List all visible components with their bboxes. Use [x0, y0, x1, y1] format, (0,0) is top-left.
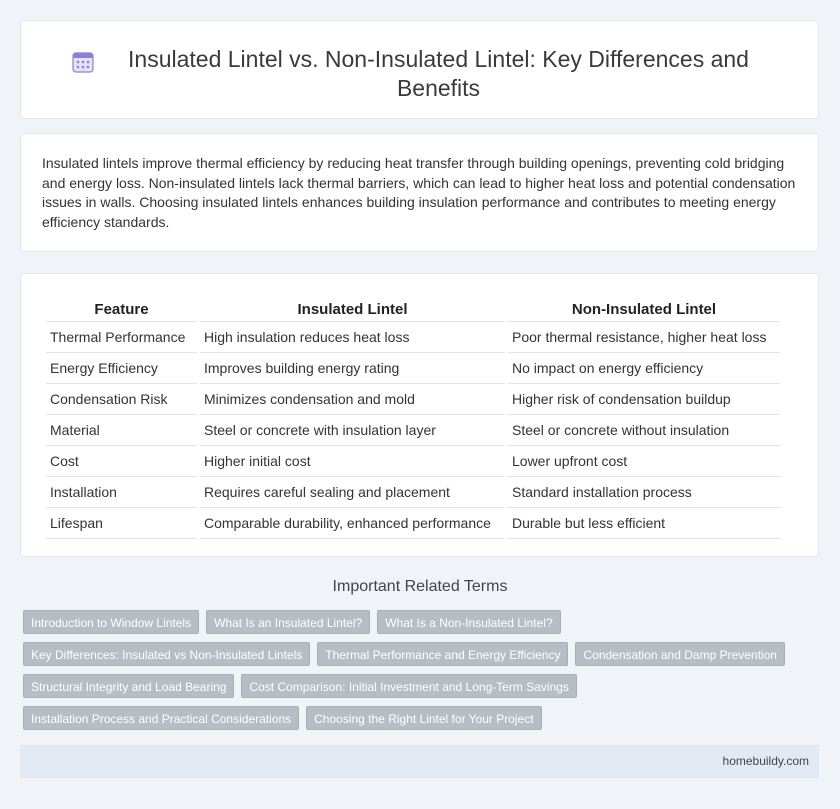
footer-site-link[interactable]: homebuildy.com [722, 754, 809, 768]
table-cell: Improves building energy rating [200, 353, 505, 384]
tag-row [23, 674, 813, 698]
table-cell: Condensation Risk [46, 384, 197, 415]
tag-row [23, 642, 813, 666]
table-row [46, 446, 780, 477]
table-cell: Energy Efficiency [46, 353, 197, 384]
table-cell: Lower upfront cost [508, 446, 780, 477]
table-row [46, 322, 780, 353]
header-insulated: Insulated Lintel [200, 296, 505, 322]
related-term-tag[interactable]: Structural Integrity and Load Bearing [23, 674, 234, 698]
table-row [46, 384, 780, 415]
table-cell: Steel or concrete with insulation layer [200, 415, 505, 446]
table-cell: Thermal Performance [46, 322, 197, 353]
intro-paragraph: Insulated lintels improve thermal efficiency by reducing heat transfer through building openings, preventing cold bridging and energy loss. Non-insulated lintels lack thermal barriers, which can lead to higher heat loss and potential condensation issues in walls. Choosing insulated lintels enhances building insulation performance and contributes to meeting energy efficiency standards. [42, 155, 796, 230]
table-cell: Higher initial cost [200, 446, 505, 477]
related-term-tag[interactable]: Installation Process and Practical Considerations [23, 706, 299, 730]
related-term-tag[interactable]: What Is a Non-Insulated Lintel? [377, 610, 560, 634]
related-term-tag[interactable]: Thermal Performance and Energy Efficiency [317, 642, 568, 666]
related-term-tag[interactable]: Introduction to Window Lintels [23, 610, 199, 634]
related-term-tag[interactable]: What Is an Insulated Lintel? [206, 610, 370, 634]
related-term-tag[interactable]: Condensation and Damp Prevention [575, 642, 784, 666]
header-feature: Feature [46, 296, 197, 322]
related-term-tag[interactable]: Cost Comparison: Initial Investment and Long-Term Savings [241, 674, 576, 698]
related-terms [23, 610, 813, 738]
table-cell: Standard installation process [508, 477, 780, 508]
table-cell: Steel or concrete without insulation [508, 415, 780, 446]
page-title: Insulated Lintel vs. Non-Insulated Lintel: Key Differences and Benefits [128, 46, 749, 101]
table-cell: Installation [46, 477, 197, 508]
table-cell: No impact on energy efficiency [508, 353, 780, 384]
table-row [46, 415, 780, 446]
table-row [46, 353, 780, 384]
related-terms-title: Important Related Terms [332, 578, 508, 595]
table-cell: Higher risk of condensation buildup [508, 384, 780, 415]
header-non-insulated: Non-Insulated Lintel [508, 296, 780, 322]
table-cell: Cost [46, 446, 197, 477]
table-cell: High insulation reduces heat loss [200, 322, 505, 353]
related-term-tag[interactable]: Key Differences: Insulated vs Non-Insulated Lintels [23, 642, 310, 666]
table-header-row [46, 296, 780, 322]
table-cell: Requires careful sealing and placement [200, 477, 505, 508]
comparison-card [20, 273, 819, 557]
footer [20, 745, 819, 778]
comparison-table [43, 296, 783, 539]
related-term-tag[interactable]: Choosing the Right Lintel for Your Project [306, 706, 541, 730]
tag-row [23, 610, 813, 634]
table-cell: Material [46, 415, 197, 446]
intro-card [20, 133, 819, 252]
table-row [46, 477, 780, 508]
table-cell: Minimizes condensation and mold [200, 384, 505, 415]
table-row [46, 508, 780, 539]
title-card [20, 20, 819, 119]
table-cell: Comparable durability, enhanced performance [200, 508, 505, 539]
table-cell: Lifespan [46, 508, 197, 539]
table-cell: Durable but less efficient [508, 508, 780, 539]
tag-row [23, 706, 813, 730]
calendar-icon [71, 50, 95, 74]
table-cell: Poor thermal resistance, higher heat loss [508, 322, 780, 353]
